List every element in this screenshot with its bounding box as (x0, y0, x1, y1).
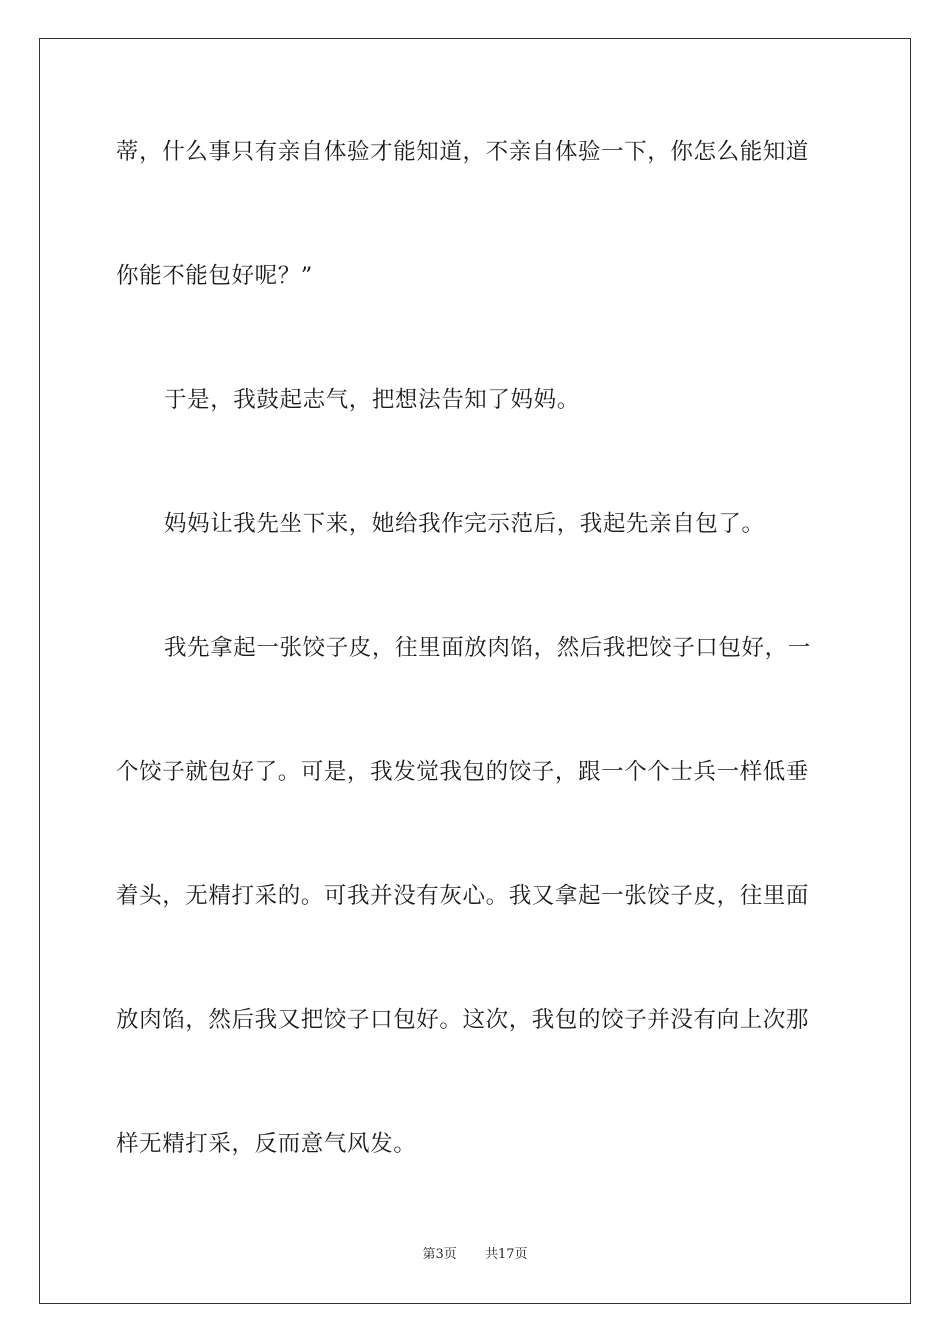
page-footer (0, 1246, 950, 1264)
text-line-4: 妈妈让我先坐下来，她给我作完示范后，我起先亲自包了。 (164, 511, 765, 537)
text-line-1: 蒂，什么事只有亲自体验才能知道，不亲自体验一下，你怎么能知道 (116, 139, 810, 165)
text-line-9: 样无精打采，反而意气风发。 (116, 1131, 417, 1157)
text-line-6: 个饺子就包好了。可是，我发觉我包的饺子，跟一个个士兵一样低垂 (116, 759, 810, 785)
text-line-5: 我先拿起一张饺子皮，往里面放肉馅，然后我把饺子口包好，一 (164, 635, 811, 661)
text-line-3: 于是，我鼓起志气，把想法告知了妈妈。 (164, 387, 580, 413)
page-total: 共17页 (485, 1247, 528, 1262)
page-border (39, 38, 911, 1304)
page-number: 第3页 (422, 1247, 457, 1262)
text-line-7: 着头，无精打采的。可我并没有灰心。我又拿起一张饺子皮，往里面 (116, 883, 810, 909)
text-line-8: 放肉馅，然后我又把饺子口包好。这次，我包的饺子并没有向上次那 (116, 1007, 810, 1033)
text-line-2: 你能不能包好呢？” (116, 263, 313, 289)
